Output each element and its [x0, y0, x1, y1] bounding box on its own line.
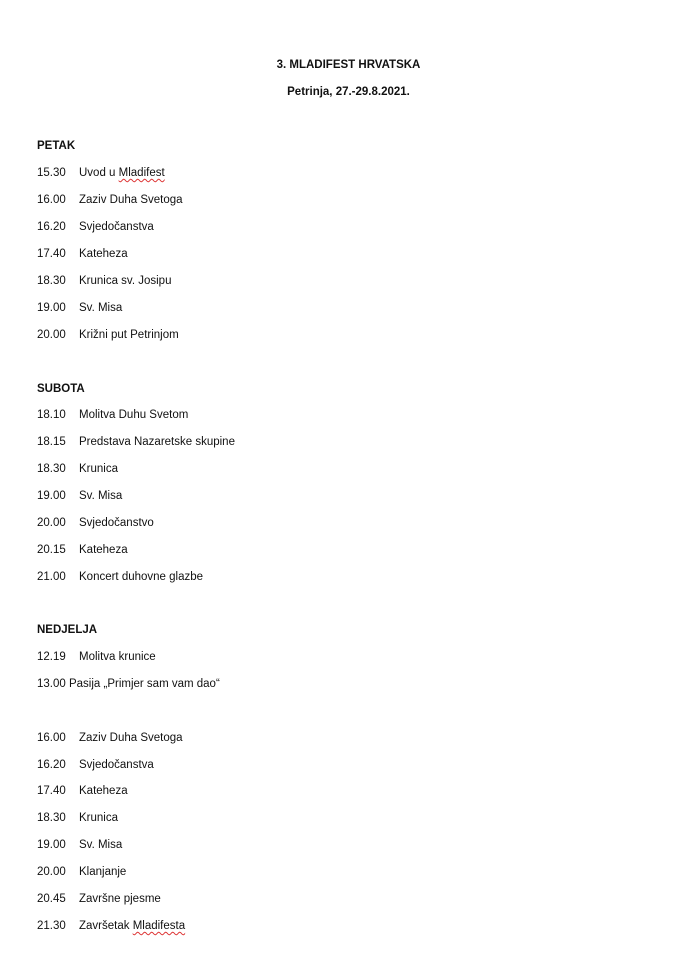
- schedule-time: 20.00: [37, 329, 66, 341]
- schedule-time: 21.30: [37, 920, 66, 932]
- schedule-row: [37, 409, 188, 421]
- schedule-row: [37, 651, 156, 663]
- schedule-time: 20.00: [37, 517, 66, 529]
- schedule-event: Koncert duhovne glazbe: [79, 571, 204, 583]
- schedule-time: 17.40: [37, 248, 66, 260]
- schedule-row: [37, 893, 161, 905]
- schedule-time: 21.00: [37, 571, 66, 583]
- schedule-event: Kateheza: [79, 544, 128, 556]
- schedule-event: Sv. Misa: [79, 839, 123, 851]
- day-heading-subota: SUBOTA: [37, 383, 85, 395]
- schedule-event: Molitva Duhu Svetom: [79, 409, 189, 421]
- schedule-event: Predstava Nazaretske skupine: [79, 436, 235, 448]
- schedule-time: 17.40: [37, 785, 66, 797]
- schedule-event: Zaziv Duha Svetoga: [79, 732, 183, 744]
- schedule-event: Svjedočanstva: [79, 759, 154, 771]
- schedule-event: Završne pjesme: [79, 893, 161, 905]
- schedule-row: [37, 329, 179, 341]
- schedule-time: 16.20: [37, 221, 66, 233]
- schedule-row: [37, 732, 183, 744]
- schedule-time: 20.00: [37, 866, 66, 878]
- schedule-time: 18.10: [37, 409, 66, 421]
- schedule-event: Zaziv Duha Svetoga: [79, 194, 183, 206]
- schedule-time: 20.45: [37, 893, 66, 905]
- schedule-event: Sv. Misa: [79, 490, 123, 502]
- schedule-time: 19.00: [37, 839, 66, 851]
- document-subtitle: Petrinja, 27.-29.8.2021.: [287, 86, 410, 98]
- schedule-row: [37, 571, 203, 583]
- schedule-row: [37, 544, 128, 556]
- schedule-row: [37, 302, 122, 314]
- schedule-row: [37, 167, 165, 179]
- schedule-time: 18.30: [37, 275, 66, 287]
- schedule-time: 15.30: [37, 167, 66, 179]
- schedule-event: Kateheza: [79, 248, 128, 260]
- schedule-event: Kateheza: [79, 785, 128, 797]
- schedule-row: [37, 248, 128, 260]
- spellcheck-flagged-word: Mladifest: [118, 167, 165, 179]
- schedule-event: Molitva krunice: [79, 651, 156, 663]
- schedule-event: Klanjanje: [79, 866, 127, 878]
- schedule-time: 16.00: [37, 732, 66, 744]
- schedule-time: 18.15: [37, 436, 66, 448]
- schedule-row: [37, 194, 183, 206]
- schedule-row: [37, 436, 235, 448]
- schedule-event: Krunica sv. Josipu: [79, 275, 172, 287]
- schedule-row: [37, 866, 126, 878]
- schedule-row: [37, 490, 122, 502]
- schedule-event-prefix: Uvod u: [79, 167, 119, 179]
- schedule-event: Krunica: [79, 812, 118, 824]
- schedule-time: 20.15: [37, 544, 66, 556]
- schedule-time: 16.20: [37, 759, 66, 771]
- schedule-row: [37, 839, 122, 851]
- schedule-row-pasija: 13.00 Pasija „Primjer sam vam dao“: [37, 678, 220, 690]
- schedule-row: [37, 517, 154, 529]
- schedule-row: [37, 920, 185, 932]
- schedule-event: Krunica: [79, 463, 118, 475]
- schedule-row: [37, 463, 118, 475]
- schedule-event: Križni put Petrinjom: [79, 329, 179, 341]
- schedule-event-prefix: Završetak: [79, 920, 133, 932]
- spellcheck-flagged-word: Mladifesta: [132, 920, 186, 932]
- schedule-row: [37, 221, 154, 233]
- schedule-time: 18.30: [37, 463, 66, 475]
- schedule-time: 19.00: [37, 490, 66, 502]
- schedule-row: [37, 275, 171, 287]
- schedule-row: [37, 812, 118, 824]
- schedule-time: 16.00: [37, 194, 66, 206]
- day-heading-nedjelja: NEDJELJA: [37, 624, 98, 636]
- schedule-time: 19.00: [37, 302, 66, 314]
- schedule-time: 12.19: [37, 651, 66, 663]
- schedule-row: [37, 785, 128, 797]
- document-title: 3. MLADIFEST HRVATSKA: [276, 59, 421, 71]
- day-heading-petak: PETAK: [37, 140, 76, 152]
- schedule-event: Svjedočanstvo: [79, 517, 154, 529]
- schedule-row: [37, 759, 154, 771]
- schedule-event: Sv. Misa: [79, 302, 123, 314]
- schedule-time: 18.30: [37, 812, 66, 824]
- schedule-event: Svjedočanstva: [79, 221, 154, 233]
